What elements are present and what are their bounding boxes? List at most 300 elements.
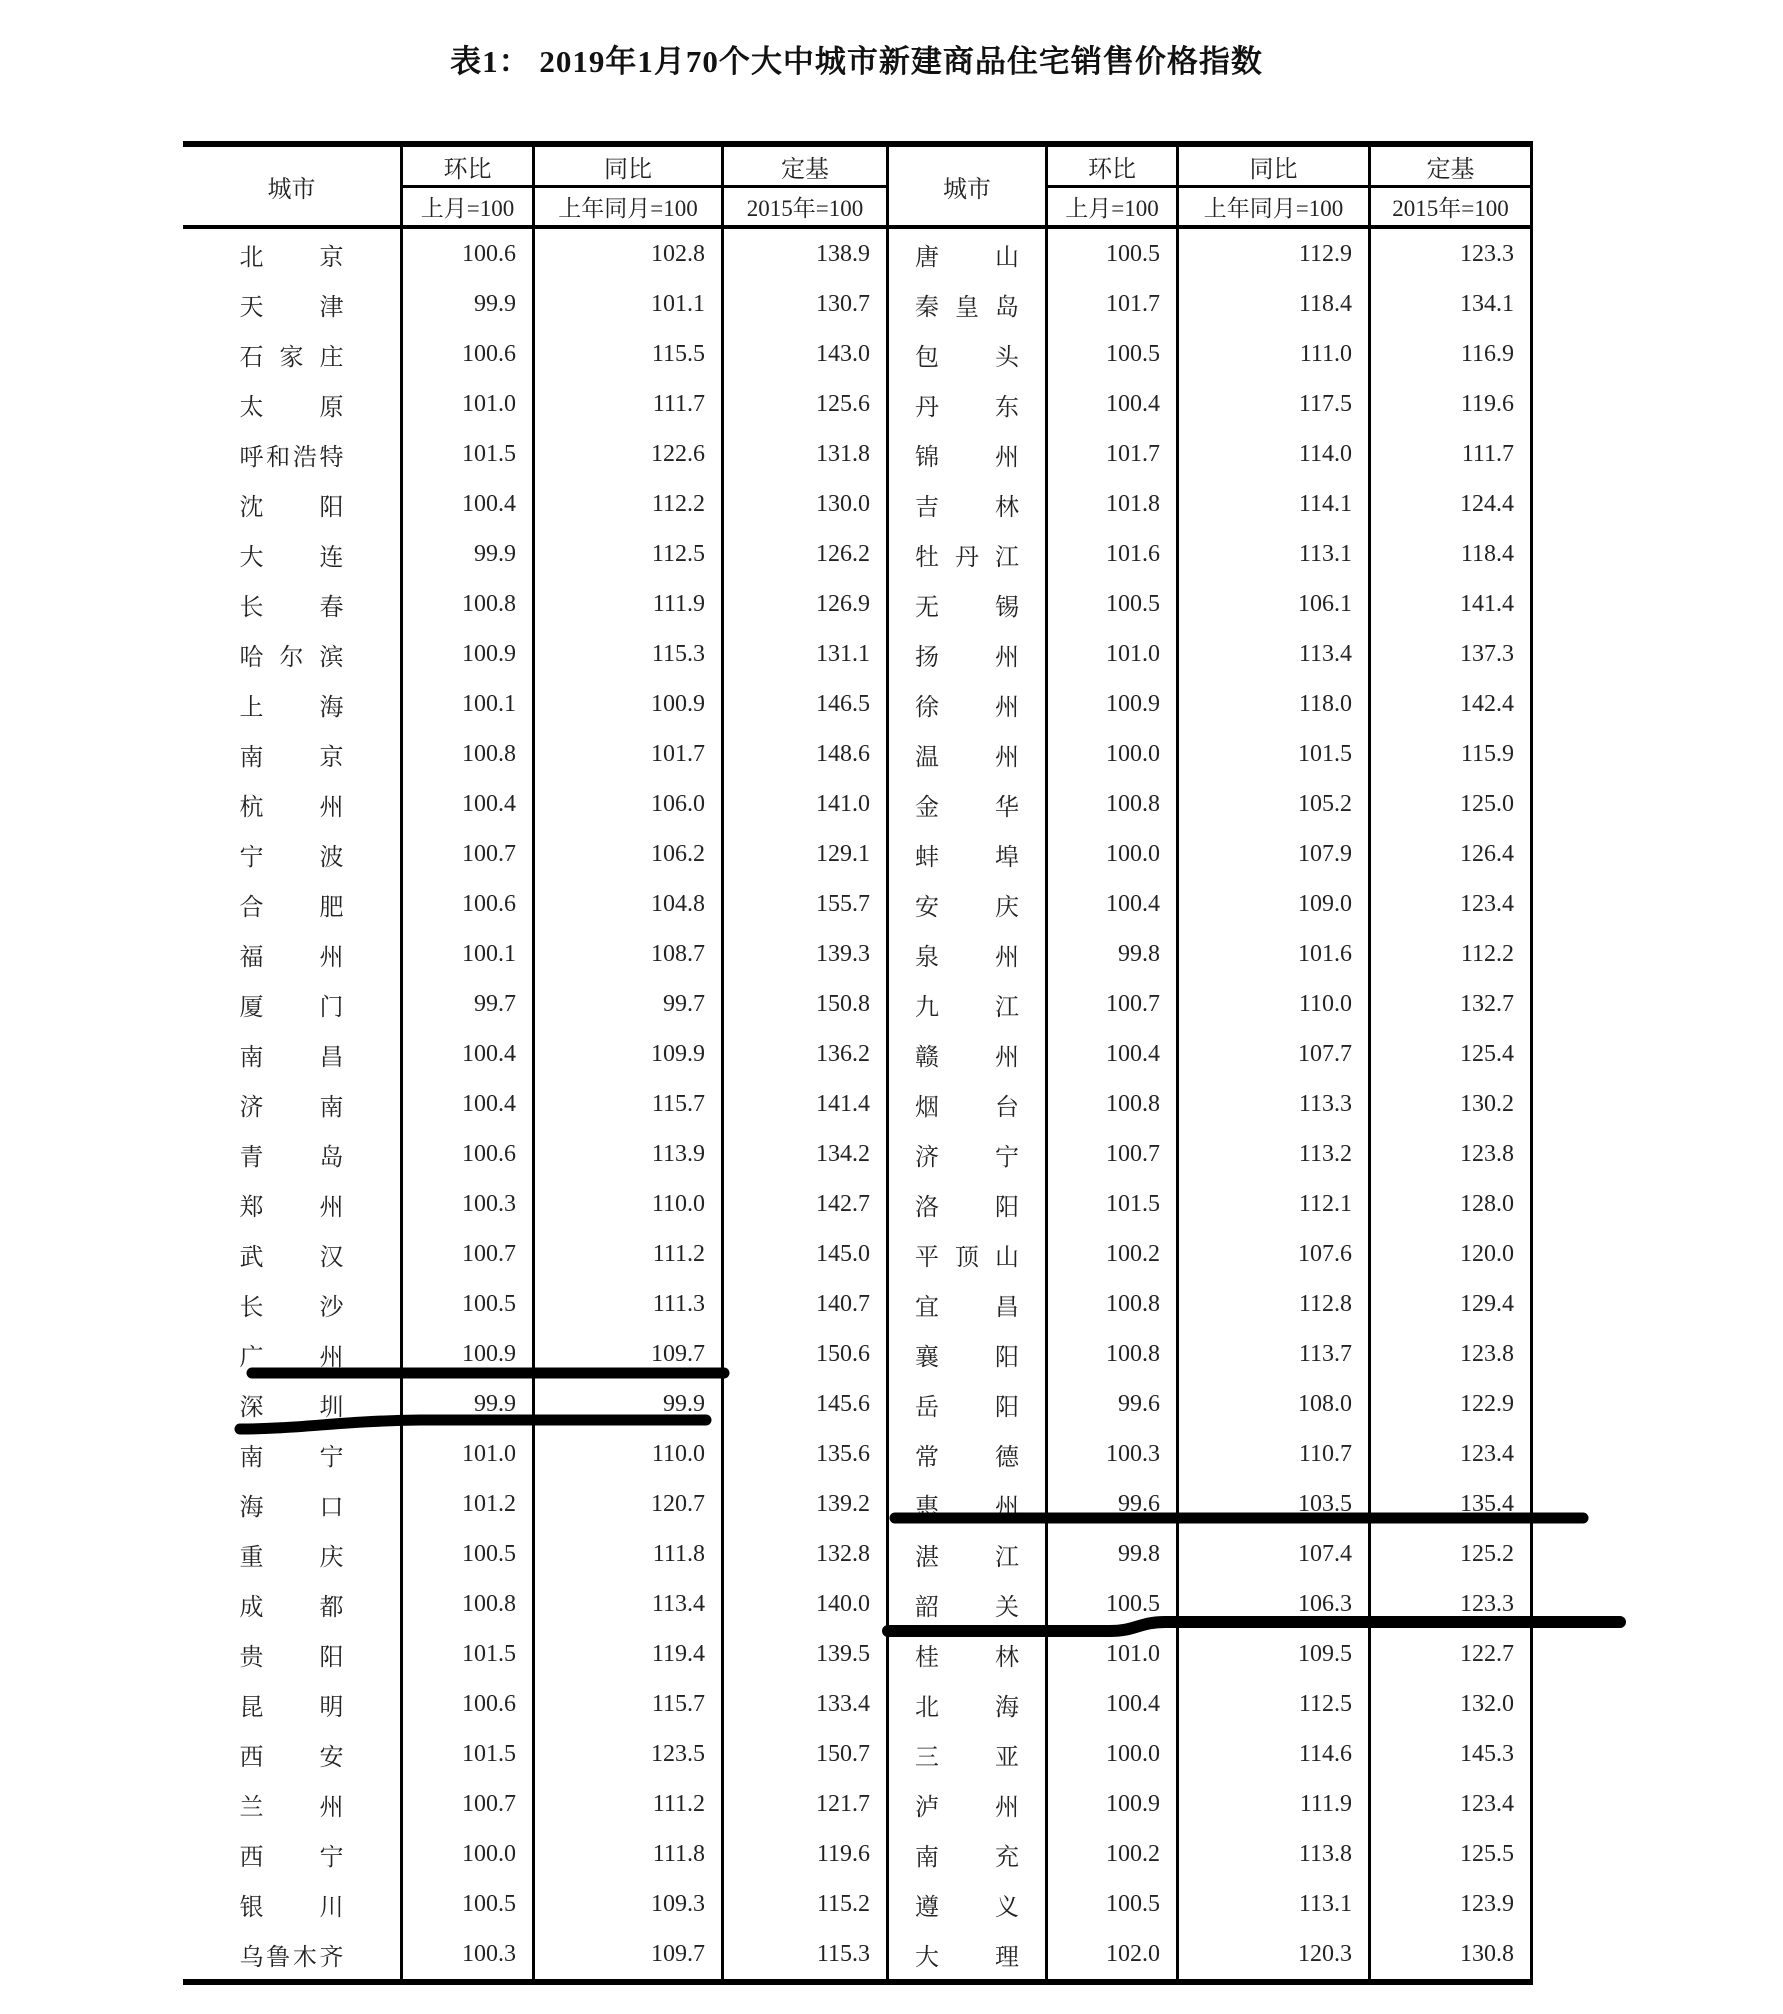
city-cell <box>183 479 400 529</box>
city-name: 上海 <box>239 694 344 721</box>
city-name: 石家庄 <box>239 344 344 371</box>
value-cell: 139.3 <box>721 929 886 979</box>
city-name: 温州 <box>915 744 1019 771</box>
value-cell: 101.5 <box>1176 729 1368 779</box>
city-cell <box>183 1579 400 1629</box>
city-name: 银川 <box>239 1894 344 1921</box>
value-cell: 105.2 <box>1176 779 1368 829</box>
value-cell: 123.3 <box>1368 1579 1530 1629</box>
value-cell: 145.0 <box>721 1229 886 1279</box>
value-cell: 111.0 <box>1176 329 1368 379</box>
value-cell: 109.9 <box>532 1029 721 1079</box>
city-cell <box>183 229 400 279</box>
value-cell: 101.0 <box>400 379 532 429</box>
city-name: 扬州 <box>915 644 1019 671</box>
city-name: 南充 <box>915 1844 1019 1871</box>
city-cell <box>886 1179 1045 1229</box>
city-cell <box>886 679 1045 729</box>
city-name: 南宁 <box>239 1444 344 1471</box>
city-cell <box>183 1029 400 1079</box>
value-cell: 123.8 <box>1368 1129 1530 1179</box>
value-cell: 100.6 <box>400 1129 532 1179</box>
value-cell: 136.2 <box>721 1029 886 1079</box>
city-name: 天津 <box>239 294 344 321</box>
value-cell: 100.7 <box>400 1779 532 1829</box>
city-name: 太原 <box>239 394 344 421</box>
value-cell: 108.7 <box>532 929 721 979</box>
city-name: 沈阳 <box>239 494 344 521</box>
city-name: 惠州 <box>915 1494 1019 1521</box>
city-cell <box>886 1279 1045 1329</box>
city-cell <box>886 1579 1045 1629</box>
city-name: 泸州 <box>915 1794 1019 1821</box>
value-cell: 114.0 <box>1176 429 1368 479</box>
value-cell: 106.0 <box>532 779 721 829</box>
value-cell: 109.7 <box>532 1929 721 1979</box>
city-name: 哈尔滨 <box>239 644 344 671</box>
city-cell <box>183 1279 400 1329</box>
city-name: 合肥 <box>239 894 344 921</box>
value-cell: 100.4 <box>400 479 532 529</box>
value-cell: 99.7 <box>532 979 721 1029</box>
city-cell <box>183 1179 400 1229</box>
subheader-yoy-base-right: 上年同月=100 <box>1176 188 1368 229</box>
city-name: 锦州 <box>915 444 1019 471</box>
value-cell: 109.7 <box>532 1329 721 1379</box>
value-cell: 100.2 <box>1045 1829 1176 1879</box>
value-cell: 141.0 <box>721 779 886 829</box>
city-cell <box>183 1329 400 1379</box>
city-name: 秦皇岛 <box>915 294 1019 321</box>
header-yoy-right: 同比 <box>1176 147 1368 188</box>
value-cell: 115.7 <box>532 1079 721 1129</box>
value-cell: 146.5 <box>721 679 886 729</box>
value-cell: 101.6 <box>1045 529 1176 579</box>
value-cell: 101.0 <box>1045 1629 1176 1679</box>
city-name: 无锡 <box>915 594 1019 621</box>
city-name: 海口 <box>239 1494 344 1521</box>
value-cell: 100.5 <box>1045 1879 1176 1929</box>
value-cell: 100.4 <box>400 779 532 829</box>
value-cell: 100.5 <box>1045 1579 1176 1629</box>
city-cell <box>183 679 400 729</box>
city-name: 唐山 <box>915 244 1019 271</box>
value-cell: 123.4 <box>1368 879 1530 929</box>
value-cell: 100.5 <box>400 1879 532 1929</box>
city-cell <box>183 1729 400 1779</box>
value-cell: 101.5 <box>400 429 532 479</box>
value-cell: 110.0 <box>532 1429 721 1479</box>
city-cell <box>886 479 1045 529</box>
value-cell: 100.8 <box>1045 1079 1176 1129</box>
value-cell: 132.7 <box>1368 979 1530 1029</box>
city-cell <box>183 629 400 679</box>
value-cell: 118.0 <box>1176 679 1368 729</box>
value-cell: 100.5 <box>400 1529 532 1579</box>
subheader-mom-base-right: 上月=100 <box>1045 188 1176 229</box>
city-cell <box>183 829 400 879</box>
city-name: 呼和浩特 <box>239 444 344 471</box>
value-cell: 123.4 <box>1368 1779 1530 1829</box>
city-cell <box>886 1379 1045 1429</box>
city-name: 襄阳 <box>915 1344 1019 1371</box>
city-cell <box>183 1879 400 1929</box>
city-name: 昆明 <box>239 1694 344 1721</box>
value-cell: 100.8 <box>400 1579 532 1629</box>
city-cell <box>886 829 1045 879</box>
city-name: 平顶山 <box>915 1244 1019 1271</box>
value-cell: 104.8 <box>532 879 721 929</box>
value-cell: 100.8 <box>1045 779 1176 829</box>
header-fixed-left: 定基 <box>721 147 886 188</box>
value-cell: 114.1 <box>1176 479 1368 529</box>
city-cell <box>886 629 1045 679</box>
value-cell: 100.4 <box>1045 379 1176 429</box>
subheader-yoy-base-left: 上年同月=100 <box>532 188 721 229</box>
value-cell: 131.1 <box>721 629 886 679</box>
city-name: 宁波 <box>239 844 344 871</box>
city-name: 金华 <box>915 794 1019 821</box>
value-cell: 111.7 <box>532 379 721 429</box>
city-cell <box>183 1429 400 1479</box>
city-name: 泉州 <box>915 944 1019 971</box>
value-cell: 115.2 <box>721 1879 886 1929</box>
city-cell <box>886 1879 1045 1929</box>
value-cell: 119.4 <box>532 1629 721 1679</box>
value-cell: 101.7 <box>1045 429 1176 479</box>
value-cell: 141.4 <box>1368 579 1530 629</box>
value-cell: 120.3 <box>1176 1929 1368 1979</box>
value-cell: 109.0 <box>1176 879 1368 929</box>
city-name: 深圳 <box>239 1394 344 1421</box>
city-cell <box>183 879 400 929</box>
city-name: 西宁 <box>239 1844 344 1871</box>
value-cell: 111.9 <box>532 579 721 629</box>
value-cell: 123.8 <box>1368 1329 1530 1379</box>
city-cell <box>886 1779 1045 1829</box>
value-cell: 100.4 <box>1045 879 1176 929</box>
value-cell: 135.4 <box>1368 1479 1530 1529</box>
value-cell: 101.5 <box>400 1729 532 1779</box>
value-cell: 113.1 <box>1176 529 1368 579</box>
city-cell <box>886 979 1045 1029</box>
value-cell: 101.2 <box>400 1479 532 1529</box>
value-cell: 100.8 <box>400 579 532 629</box>
value-cell: 99.6 <box>1045 1379 1176 1429</box>
header-mom-right: 环比 <box>1045 147 1176 188</box>
city-cell <box>183 1529 400 1579</box>
city-cell <box>886 329 1045 379</box>
city-cell <box>886 1479 1045 1529</box>
value-cell: 101.5 <box>400 1629 532 1679</box>
value-cell: 107.4 <box>1176 1529 1368 1579</box>
city-cell <box>886 729 1045 779</box>
city-cell <box>886 429 1045 479</box>
value-cell: 155.7 <box>721 879 886 929</box>
city-cell <box>886 529 1045 579</box>
value-cell: 131.8 <box>721 429 886 479</box>
city-cell <box>183 1829 400 1879</box>
value-cell: 130.2 <box>1368 1079 1530 1129</box>
city-name: 湛江 <box>915 1544 1019 1571</box>
city-name: 遵义 <box>915 1894 1019 1921</box>
value-cell: 139.2 <box>721 1479 886 1529</box>
value-cell: 126.2 <box>721 529 886 579</box>
city-cell <box>183 279 400 329</box>
value-cell: 100.2 <box>1045 1229 1176 1279</box>
value-cell: 123.4 <box>1368 1429 1530 1479</box>
value-cell: 101.7 <box>532 729 721 779</box>
value-cell: 145.3 <box>1368 1729 1530 1779</box>
subheader-fixed-base-right: 2015年=100 <box>1368 188 1530 229</box>
value-cell: 150.7 <box>721 1729 886 1779</box>
city-cell <box>886 1079 1045 1129</box>
value-cell: 113.1 <box>1176 1879 1368 1929</box>
city-name: 牡丹江 <box>915 544 1019 571</box>
value-cell: 126.9 <box>721 579 886 629</box>
value-cell: 113.2 <box>1176 1129 1368 1179</box>
value-cell: 115.9 <box>1368 729 1530 779</box>
value-cell: 112.2 <box>1368 929 1530 979</box>
value-cell: 113.7 <box>1176 1329 1368 1379</box>
city-name: 南昌 <box>239 1044 344 1071</box>
city-name: 乌鲁木齐 <box>239 1944 344 1971</box>
city-name: 武汉 <box>239 1244 344 1271</box>
value-cell: 115.3 <box>532 629 721 679</box>
header-mom-left: 环比 <box>400 147 532 188</box>
value-cell: 112.1 <box>1176 1179 1368 1229</box>
value-cell: 107.6 <box>1176 1229 1368 1279</box>
value-cell: 109.5 <box>1176 1629 1368 1679</box>
value-cell: 115.3 <box>721 1929 886 1979</box>
value-cell: 99.9 <box>400 279 532 329</box>
city-cell <box>886 229 1045 279</box>
value-cell: 113.4 <box>532 1579 721 1629</box>
city-name: 兰州 <box>239 1794 344 1821</box>
value-cell: 100.3 <box>400 1929 532 1979</box>
value-cell: 108.0 <box>1176 1379 1368 1429</box>
city-name: 宜昌 <box>915 1294 1019 1321</box>
value-cell: 150.6 <box>721 1329 886 1379</box>
value-cell: 109.3 <box>532 1879 721 1929</box>
city-name: 北海 <box>915 1694 1019 1721</box>
value-cell: 100.8 <box>1045 1279 1176 1329</box>
value-cell: 100.1 <box>400 929 532 979</box>
city-cell <box>183 529 400 579</box>
city-cell <box>183 1229 400 1279</box>
city-name: 贵阳 <box>239 1644 344 1671</box>
city-name: 烟台 <box>915 1094 1019 1121</box>
value-cell: 100.7 <box>400 1229 532 1279</box>
city-cell <box>183 1929 400 1979</box>
value-cell: 99.9 <box>400 529 532 579</box>
value-cell: 102.8 <box>532 229 721 279</box>
value-cell: 99.9 <box>400 1379 532 1429</box>
value-cell: 119.6 <box>1368 379 1530 429</box>
city-cell <box>886 1679 1045 1729</box>
header-city-right: 城市 <box>886 147 1045 229</box>
value-cell: 100.0 <box>400 1829 532 1879</box>
value-cell: 137.3 <box>1368 629 1530 679</box>
value-cell: 114.6 <box>1176 1729 1368 1779</box>
value-cell: 99.8 <box>1045 1529 1176 1579</box>
value-cell: 124.4 <box>1368 479 1530 529</box>
value-cell: 122.9 <box>1368 1379 1530 1429</box>
value-cell: 122.7 <box>1368 1629 1530 1679</box>
value-cell: 100.4 <box>400 1079 532 1129</box>
value-cell: 100.5 <box>1045 229 1176 279</box>
value-cell: 113.3 <box>1176 1079 1368 1129</box>
value-cell: 123.9 <box>1368 1879 1530 1929</box>
value-cell: 116.9 <box>1368 329 1530 379</box>
city-name: 长春 <box>239 594 344 621</box>
city-cell <box>886 929 1045 979</box>
value-cell: 111.2 <box>532 1779 721 1829</box>
city-cell <box>183 779 400 829</box>
value-cell: 130.0 <box>721 479 886 529</box>
city-cell <box>886 1929 1045 1979</box>
city-cell <box>886 1229 1045 1279</box>
city-name: 九江 <box>915 994 1019 1021</box>
value-cell: 119.6 <box>721 1829 886 1879</box>
value-cell: 100.5 <box>400 1279 532 1329</box>
city-cell <box>183 929 400 979</box>
city-cell <box>183 379 400 429</box>
value-cell: 126.4 <box>1368 829 1530 879</box>
value-cell: 139.5 <box>721 1629 886 1679</box>
city-cell <box>886 1429 1045 1479</box>
value-cell: 140.0 <box>721 1579 886 1629</box>
value-cell: 110.0 <box>1176 979 1368 1029</box>
city-name: 徐州 <box>915 694 1019 721</box>
city-name: 大连 <box>239 544 344 571</box>
city-cell <box>886 1629 1045 1679</box>
value-cell: 111.3 <box>532 1279 721 1329</box>
value-cell: 142.7 <box>721 1179 886 1229</box>
value-cell: 100.3 <box>1045 1429 1176 1479</box>
value-cell: 134.1 <box>1368 279 1530 329</box>
value-cell: 101.1 <box>532 279 721 329</box>
value-cell: 100.9 <box>400 629 532 679</box>
value-cell: 100.8 <box>400 729 532 779</box>
city-name: 青岛 <box>239 1144 344 1171</box>
value-cell: 99.7 <box>400 979 532 1029</box>
value-cell: 99.6 <box>1045 1479 1176 1529</box>
city-cell <box>183 1629 400 1679</box>
city-name: 吉林 <box>915 494 1019 521</box>
value-cell: 140.7 <box>721 1279 886 1329</box>
value-cell: 120.7 <box>532 1479 721 1529</box>
city-cell <box>886 879 1045 929</box>
city-cell <box>183 429 400 479</box>
value-cell: 129.4 <box>1368 1279 1530 1329</box>
city-cell <box>886 579 1045 629</box>
city-cell <box>886 779 1045 829</box>
value-cell: 121.7 <box>721 1779 886 1829</box>
header-city-left: 城市 <box>183 147 400 229</box>
value-cell: 129.1 <box>721 829 886 879</box>
city-name: 重庆 <box>239 1544 344 1571</box>
city-cell <box>886 1529 1045 1579</box>
value-cell: 99.8 <box>1045 929 1176 979</box>
city-name: 大理 <box>915 1944 1019 1971</box>
city-cell <box>183 1779 400 1829</box>
value-cell: 123.5 <box>532 1729 721 1779</box>
value-cell: 101.7 <box>1045 279 1176 329</box>
city-name: 福州 <box>239 944 344 971</box>
value-cell: 100.1 <box>400 679 532 729</box>
value-cell: 112.5 <box>1176 1679 1368 1729</box>
value-cell: 100.4 <box>400 1029 532 1079</box>
city-cell <box>183 1679 400 1729</box>
value-cell: 125.2 <box>1368 1529 1530 1579</box>
city-cell <box>886 1329 1045 1379</box>
city-name: 成都 <box>239 1594 344 1621</box>
value-cell: 115.7 <box>532 1679 721 1729</box>
city-name: 常德 <box>915 1444 1019 1471</box>
value-cell: 118.4 <box>1368 529 1530 579</box>
value-cell: 113.4 <box>1176 629 1368 679</box>
value-cell: 117.5 <box>1176 379 1368 429</box>
value-cell: 100.5 <box>1045 329 1176 379</box>
value-cell: 100.6 <box>400 329 532 379</box>
city-name: 蚌埠 <box>915 844 1019 871</box>
city-cell <box>183 1129 400 1179</box>
value-cell: 125.5 <box>1368 1829 1530 1879</box>
value-cell: 113.9 <box>532 1129 721 1179</box>
city-cell <box>183 579 400 629</box>
value-cell: 100.0 <box>1045 829 1176 879</box>
city-cell <box>886 379 1045 429</box>
value-cell: 100.4 <box>1045 1029 1176 1079</box>
city-name: 包头 <box>915 344 1019 371</box>
city-name: 北京 <box>239 244 344 271</box>
value-cell: 112.5 <box>532 529 721 579</box>
value-cell: 128.0 <box>1368 1179 1530 1229</box>
city-cell <box>886 1129 1045 1179</box>
subheader-fixed-base-left: 2015年=100 <box>721 188 886 229</box>
value-cell: 134.2 <box>721 1129 886 1179</box>
city-name: 韶关 <box>915 1594 1019 1621</box>
value-cell: 130.8 <box>1368 1929 1530 1979</box>
value-cell: 100.7 <box>1045 979 1176 1029</box>
value-cell: 101.0 <box>400 1429 532 1479</box>
value-cell: 100.7 <box>1045 1129 1176 1179</box>
city-name: 济南 <box>239 1094 344 1121</box>
city-cell <box>886 279 1045 329</box>
value-cell: 132.0 <box>1368 1679 1530 1729</box>
value-cell: 125.6 <box>721 379 886 429</box>
value-cell: 141.4 <box>721 1079 886 1129</box>
city-cell <box>886 1729 1045 1779</box>
city-name: 丹东 <box>915 394 1019 421</box>
city-name: 南京 <box>239 744 344 771</box>
value-cell: 100.6 <box>400 1679 532 1729</box>
value-cell: 112.8 <box>1176 1279 1368 1329</box>
city-cell <box>183 979 400 1029</box>
value-cell: 100.5 <box>1045 579 1176 629</box>
value-cell: 100.9 <box>1045 1779 1176 1829</box>
city-cell <box>183 1379 400 1429</box>
city-cell <box>886 1029 1045 1079</box>
value-cell: 100.6 <box>400 229 532 279</box>
page-title: 表1： 2019年1月70个大中城市新建商品住宅销售价格指数 <box>450 44 1263 79</box>
header-fixed-right: 定基 <box>1368 147 1530 188</box>
value-cell: 110.0 <box>532 1179 721 1229</box>
value-cell: 135.6 <box>721 1429 886 1479</box>
city-name: 济宁 <box>915 1144 1019 1171</box>
value-cell: 100.8 <box>1045 1329 1176 1379</box>
